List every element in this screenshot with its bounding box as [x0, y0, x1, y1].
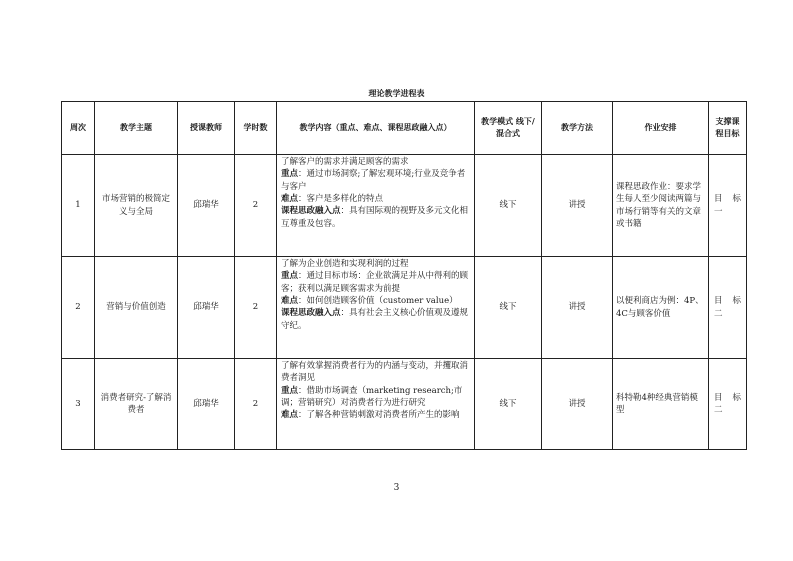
difficulty-text: ：了解各种营销刺激对消费者所产生的影响: [298, 410, 460, 421]
teaching-schedule-table: [61, 101, 747, 450]
cell-hours: 2: [235, 257, 277, 359]
cell-method: 讲授: [542, 257, 613, 359]
header-mode: 教学模式 线下/混合式: [475, 102, 542, 155]
cell-goal: 目 标 一: [709, 155, 747, 257]
header-method: 教学方法: [542, 102, 613, 155]
content-difficulty: [281, 193, 470, 205]
cell-homework: 课程思政作业：要求学生每人至少阅读两篇与市场行销等有关的文章或书籍: [613, 155, 709, 257]
table-row: [62, 155, 747, 257]
cell-topic: 消费者研究-了解消费者: [95, 359, 178, 450]
header-row: [62, 102, 747, 155]
header-hours: 学时数: [235, 102, 277, 155]
cell-topic: 市场营销的极简定义与全局: [95, 155, 178, 257]
ideology-label: 课程思政融入点: [281, 308, 341, 319]
header-week: 周次: [62, 102, 95, 155]
cell-homework: 以便利商店为例：4P、4C与顾客价值: [613, 257, 709, 359]
key-label: 重点: [281, 169, 299, 180]
cell-week: 2: [62, 257, 95, 359]
cell-week: 1: [62, 155, 95, 257]
header-goal: 支撑课程目标: [709, 102, 747, 155]
cell-homework: 科特勒4种经典营销模型: [613, 359, 709, 450]
cell-mode: 线下: [475, 257, 542, 359]
difficulty-label: 难点: [281, 295, 299, 306]
difficulty-text: ：如何创造顾客价值（customer value）: [298, 295, 458, 306]
ideology-label: 课程思政融入点: [281, 206, 341, 217]
key-text: ：通过目标市场：企业欲满足并从中得利的顾客；获利以满足顾客需求为前提: [281, 271, 469, 294]
content-ideology: [281, 307, 470, 332]
cell-hours: 2: [235, 359, 277, 450]
cell-teacher: 邱瑞华: [178, 257, 235, 359]
difficulty-label: 难点: [281, 410, 299, 421]
header-content: 教学内容（重点、难点、课程思政融入点）: [277, 102, 475, 155]
key-text: ：通过市场洞察;了解宏观环境;行业及竞争者与客户: [281, 169, 466, 192]
content-difficulty: [281, 409, 470, 421]
cell-goal: 目 标 二: [709, 257, 747, 359]
page-number: 3: [393, 483, 400, 493]
cell-hours: 2: [235, 155, 277, 257]
table-row: [62, 257, 747, 359]
cell-method: 讲授: [542, 155, 613, 257]
header-topic: 教学主题: [95, 102, 178, 155]
header-teacher: 授课教师: [178, 102, 235, 155]
content-intro: 了解为企业创造和实现利润的过程: [281, 259, 409, 269]
cell-teacher: 邱瑞华: [178, 359, 235, 450]
table-title: 理论教学进程表: [368, 89, 425, 98]
cell-content: [277, 257, 475, 359]
cell-content: [277, 155, 475, 257]
cell-topic: 营销与价值创造: [95, 257, 178, 359]
cell-mode: 线下: [475, 155, 542, 257]
ideology-text: ：具有社会主义核心价值观及遵规守纪。: [281, 308, 469, 331]
content-ideology: [281, 205, 470, 230]
header-homework: 作业安排: [613, 102, 709, 155]
cell-goal: 目 标 二: [709, 359, 747, 450]
difficulty-text: ：客户是多样化的特点: [298, 193, 384, 204]
cell-mode: 线下: [475, 359, 542, 450]
ideology-text: ：具有国际观的视野及多元文化相互尊重及包容。: [281, 206, 469, 229]
content-key: [281, 385, 470, 410]
content-key: [281, 168, 470, 193]
content-difficulty: [281, 295, 470, 307]
table-row: [62, 359, 747, 450]
content-intro: 了解有效掌握消费者行为的内涵与变动，并攫取消费者洞见: [281, 361, 469, 384]
key-label: 重点: [281, 271, 299, 282]
cell-content: [277, 359, 475, 450]
cell-week: 3: [62, 359, 95, 450]
key-label: 重点: [281, 385, 299, 396]
difficulty-label: 难点: [281, 193, 299, 204]
content-intro: 了解客户的需求并满足顾客的需求: [281, 157, 409, 167]
content-key: [281, 270, 470, 295]
key-text: ：借助市场调查（marketing research;市调；营销研究）对消费者行为进行研究: [281, 385, 463, 408]
cell-teacher: 邱瑞华: [178, 155, 235, 257]
cell-method: 讲授: [542, 359, 613, 450]
